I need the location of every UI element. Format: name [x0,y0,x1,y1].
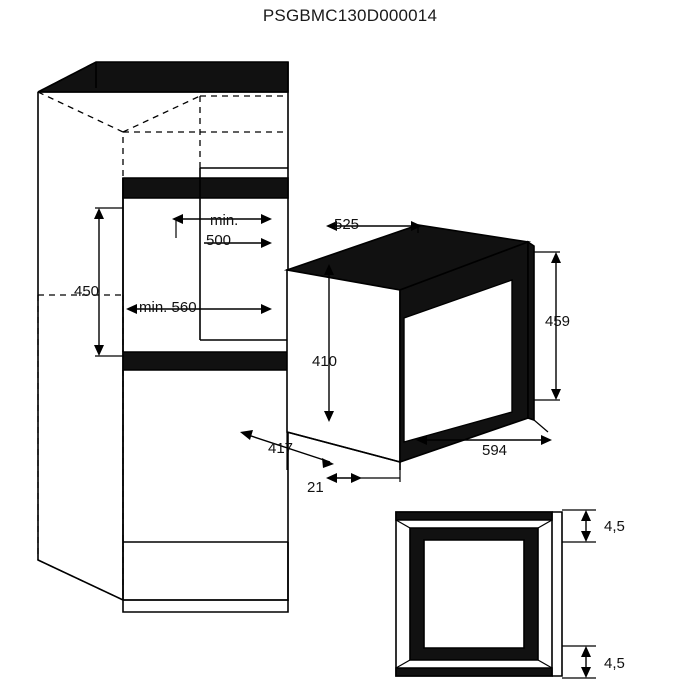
dim-label-45-bottom: 4,5 [604,655,625,672]
dim-45-top [562,510,596,542]
dim-label-min-500-value: 500 [206,232,232,249]
dim-label-459: 459 [545,313,571,330]
dim-21 [326,462,400,483]
dim-label-410: 410 [312,353,338,370]
product-code-label: PSGBMC130D000014 [262,6,438,25]
frame-outline [396,512,562,676]
dim-label-45-top: 4,5 [604,518,625,535]
dim-450 [94,208,123,356]
cabinet-hidden-lines [38,62,288,600]
cabinet-outline [38,62,288,612]
dim-label-450: 450 [74,283,100,300]
dim-label-21: 21 [307,479,324,496]
dim-label-min-560: min. 560 [139,299,197,316]
dim-label-min-500-word: min. [210,212,239,229]
dim-label-417: 417 [268,440,294,457]
dim-45-bottom [562,646,596,678]
dim-label-594: 594 [482,442,508,459]
dim-label-525: 525 [334,216,360,233]
appliance-outline [287,225,534,470]
